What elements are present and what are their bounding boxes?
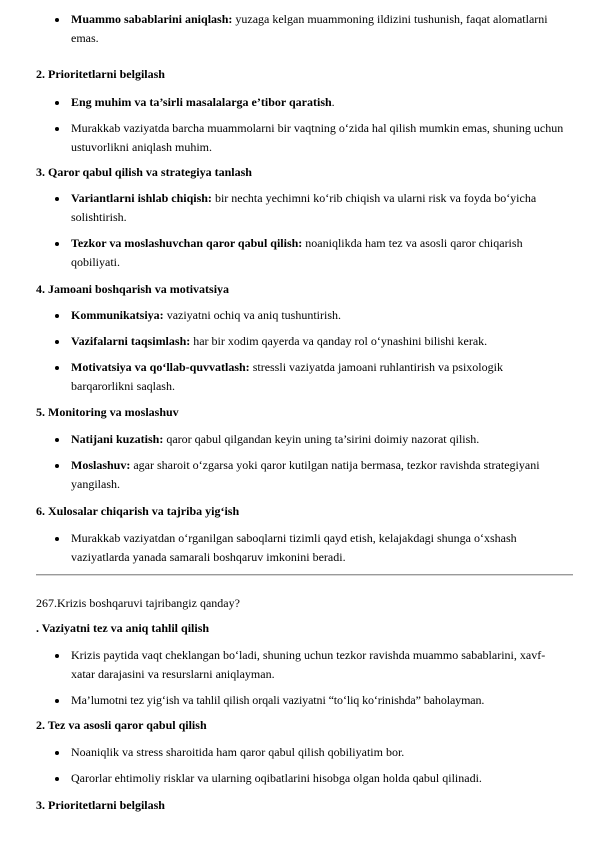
- list-item-label: Moslashuv:: [71, 458, 131, 472]
- list-item-text: [71, 358, 567, 396]
- list-item-text: Murakkab vaziyatdan o‘rganilgan saboqlarni tizimli qayd etish, kelajakdagi shunga o‘xshash vaziyatlarda yanada samarali boshqaruv imkonini beradi.: [71, 531, 517, 564]
- list-item-body: yuzaga kelgan muammoning ildizini tushunish, faqat alomatlarni emas.: [71, 12, 548, 45]
- section-heading: 6. Xulosalar chiqarish va tajriba yig‘ish: [36, 504, 240, 518]
- bullet-icon: [55, 438, 59, 442]
- bullet-icon: [55, 777, 59, 781]
- list-item-text: Krizis paytida vaqt cheklangan bo‘ladi, shuning uchun tezkor ravishda muammo sabablarini, xavf-xatar darajasini va resurslarni aniqlayman.: [71, 648, 546, 681]
- section-heading: 5. Monitoring va moslashuv: [36, 405, 179, 419]
- list-item-text: [71, 234, 567, 272]
- bullet-icon: [55, 751, 59, 755]
- list-item-text: Qarorlar ehtimoliy risklar va ularning oqibatlarini hisobga olgan holda qabul qilinadi.: [71, 771, 482, 785]
- list-item-body: vaziyatni ochiq va aniq tushuntirish.: [163, 308, 341, 322]
- section-heading: . Vaziyatni tez va aniq tahlil qilish: [36, 621, 210, 635]
- bullet-icon: [55, 537, 59, 541]
- bullet-icon: [55, 18, 59, 22]
- list-item-body: agar sharoit o‘zgarsa yoki qaror kutilgan natija bermasa, tezkor ravishda strategiyani yangilash.: [71, 458, 540, 491]
- list-item-label: Variantlarni ishlab chiqish:: [71, 191, 212, 205]
- bullet-icon: [55, 127, 59, 131]
- list-item-body: bir nechta yechimni ko‘rib chiqish va ularni risk va foyda bo‘yicha solishtirish.: [71, 191, 537, 224]
- list-item-text: [71, 456, 567, 494]
- bullet-icon: [55, 242, 59, 246]
- list-item-label: Natijani kuzatish:: [71, 432, 164, 446]
- section-heading: 2. Tez va asosli qaror qabul qilish: [36, 718, 207, 732]
- list-item-label: Kommunikatsiya:: [71, 308, 164, 322]
- section-heading: 4. Jamoani boshqarish va motivatsiya: [36, 282, 230, 296]
- section-heading: 3. Qaror qabul qilish va strategiya tanlash: [36, 165, 252, 179]
- list-item-text: Ma’lumotni tez yig‘ish va tahlil qilish orqali vaziyatni “to‘liq ko‘rinishda” baholayman.: [71, 693, 485, 707]
- list-item-label: Eng muhim va ta’sirli masalalarga e’tibor qaratish: [71, 95, 332, 109]
- list-item-body: noaniqlikda ham tez va asosli qaror chiqarish qobiliyati.: [71, 236, 523, 269]
- list-item-text: Noaniqlik va stress sharoitida ham qaror qabul qilish qobiliyatim bor.: [71, 745, 405, 759]
- section-heading: 3. Prioritetlarni belgilash: [36, 798, 165, 812]
- bullet-icon: [55, 699, 59, 703]
- bullet-icon: [55, 464, 59, 468]
- list-item-body: har bir xodim qayerda va qanday rol o‘ynashini bilishi kerak.: [190, 334, 488, 348]
- list-item-text: [71, 430, 567, 449]
- list-item-text: [71, 10, 567, 48]
- list-item-text: [71, 189, 567, 227]
- list-item-label: Muammo sabablarini aniqlash:: [71, 12, 233, 26]
- bullet-icon: [55, 340, 59, 344]
- list-item-text: Murakkab vaziyatda barcha muammolarni bir vaqtning o‘zida hal qilish mumkin emas, shuning uchun ustuvorlikni aniqlash muhim.: [71, 121, 564, 154]
- section-heading: 2. Prioritetlarni belgilash: [36, 67, 165, 81]
- list-item-body: stressli vaziyatda jamoani ruhlantirish va psixologik barqarorlikni saqlash.: [71, 360, 503, 393]
- list-item-text: [71, 93, 567, 112]
- list-item-label: Motivatsiya va qo‘llab-quvvatlash:: [71, 360, 250, 374]
- bullet-icon: [55, 314, 59, 318]
- bullet-icon: [55, 366, 59, 370]
- list-item-label: Vazifalarni taqsimlash:: [71, 334, 191, 348]
- bullet-icon: [55, 197, 59, 201]
- bullet-icon: [55, 101, 59, 105]
- horizontal-divider: [36, 574, 573, 576]
- question-text: 267.Krizis boshqaruvi tajribangiz qanday?: [36, 596, 240, 610]
- list-item-body: .: [331, 95, 335, 109]
- list-item-text: [71, 332, 567, 351]
- list-item-body: qaror qabul qilgandan keyin uning ta’sirini doimiy nazorat qilish.: [163, 432, 480, 446]
- list-item-label: Tezkor va moslashuvchan qaror qabul qilish:: [71, 236, 303, 250]
- list-item-text: [71, 306, 567, 325]
- bullet-icon: [55, 654, 59, 658]
